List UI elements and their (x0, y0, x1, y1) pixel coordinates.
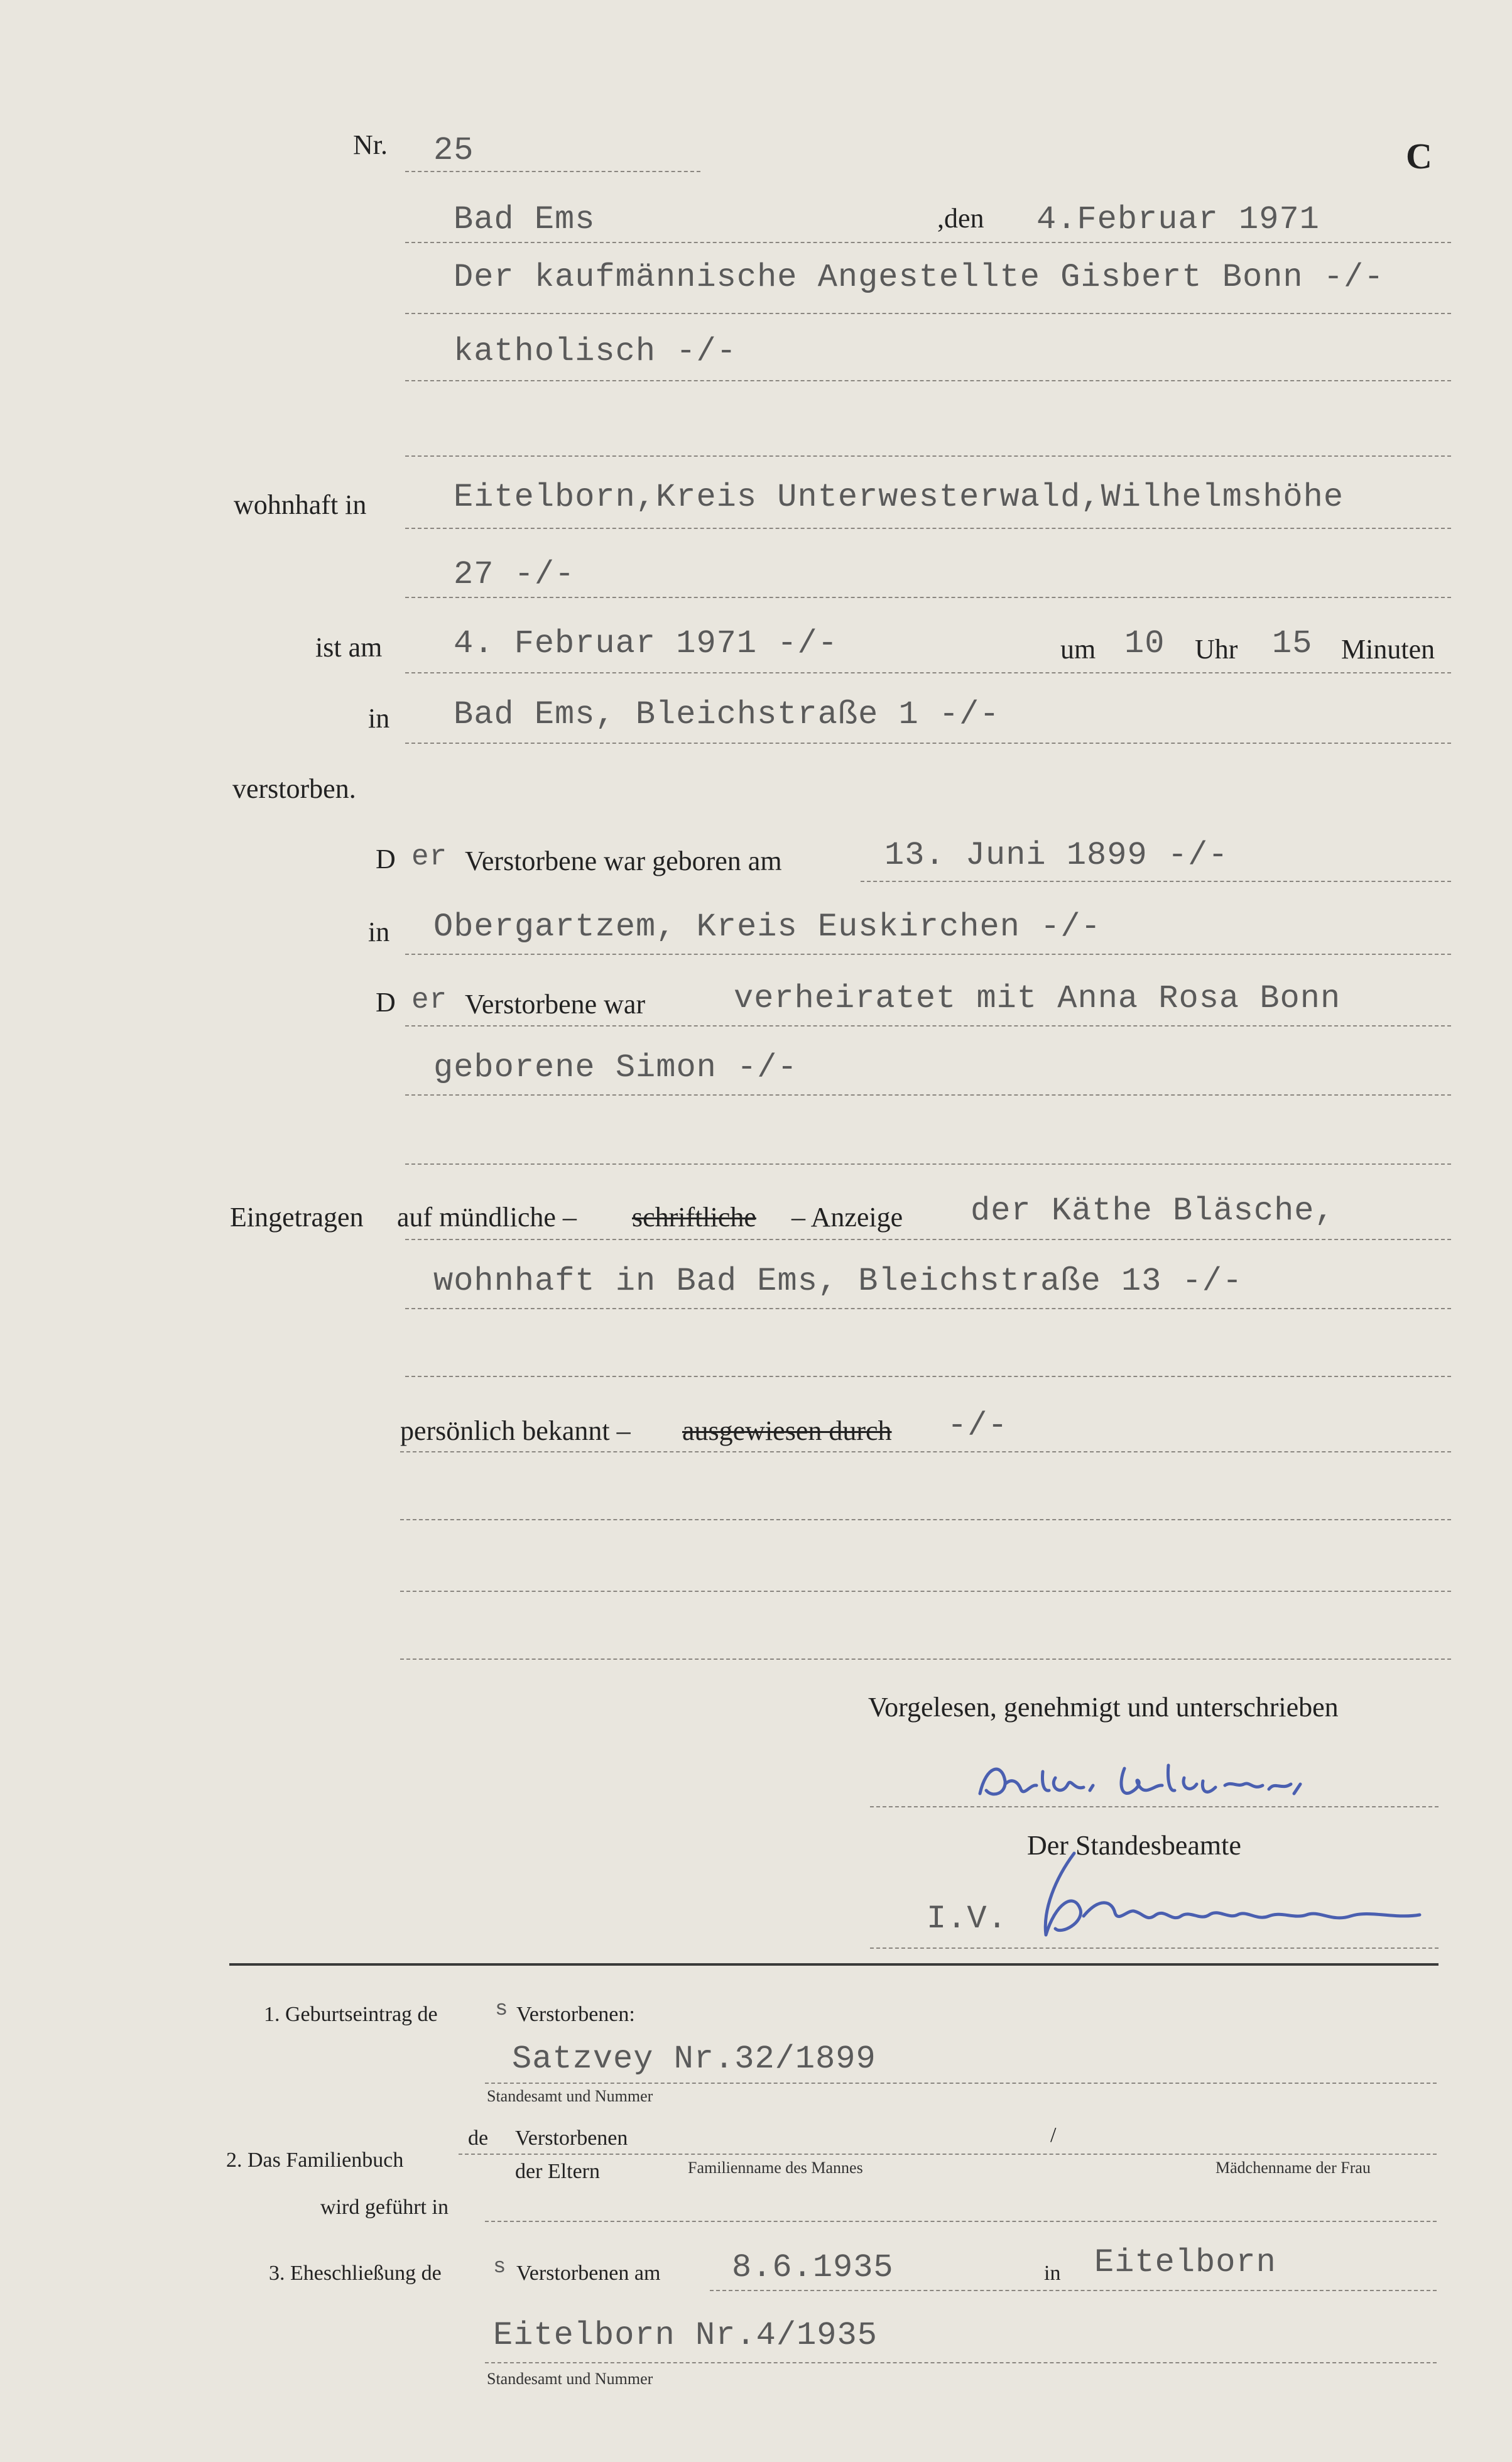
place-value: Bad Ems (454, 201, 596, 238)
item3-underline (710, 2290, 1437, 2291)
informant-signature (967, 1746, 1369, 1816)
residence-line-1: Eitelborn,Kreis Unterwesterwald,Wilhelmshöhe (454, 479, 1344, 516)
item1-underline (485, 2083, 1437, 2084)
minutes-value: 15 (1272, 625, 1313, 662)
anzeige-label: – Anzeige (791, 1202, 903, 1233)
bekannt-label: persönlich bekannt – (400, 1415, 631, 1446)
verstorben-label: verstorben. (232, 773, 356, 804)
married-line-2: geborene Simon -/- (433, 1049, 798, 1086)
footer-divider (229, 1963, 1439, 1966)
blank-line-6 (400, 1659, 1451, 1660)
married-prefix-er: er (411, 984, 448, 1016)
item3-date: 8.6.1935 (732, 2249, 894, 2286)
item2-maedchen: Mädchenname der Frau (1216, 2159, 1371, 2177)
death-date: 4. Februar 1971 -/- (454, 625, 838, 662)
born-label: Verstorbene war geboren am (465, 846, 782, 876)
date-value: 4.Februar 1971 (1036, 201, 1320, 238)
registrar-signature-line (870, 1947, 1439, 1949)
hour-value: 10 (1124, 625, 1165, 662)
date-line (405, 242, 1451, 243)
item1-s: s (495, 1998, 509, 2022)
nr-value: 25 (433, 132, 474, 169)
birth-in-label: in (368, 917, 390, 947)
married-prefix-d: D (376, 987, 396, 1018)
person-underline (405, 313, 1451, 314)
item3-label: 3. Eheschließung de (269, 2262, 442, 2285)
um-label: um (1060, 634, 1096, 665)
blank-line-4 (400, 1519, 1451, 1520)
informant-signature-line (870, 1806, 1439, 1807)
death-place: Bad Ems, Bleichstraße 1 -/- (454, 696, 1000, 733)
item2-eltern: der Eltern (515, 2160, 600, 2183)
item3-s: s (493, 2255, 507, 2279)
born-prefix-d: D (376, 844, 396, 874)
register-letter: C (1406, 136, 1432, 177)
item2-familienname: Familienname des Mannes (688, 2159, 863, 2177)
religion-underline (405, 380, 1451, 381)
married-line-1: verheiratet mit Anna Rosa Bonn (734, 980, 1341, 1017)
standesamt-label-2: Standesamt und Nummer (487, 2370, 653, 2388)
residence-underline-2 (405, 597, 1451, 598)
informant-underline-2 (405, 1308, 1451, 1309)
informant-line-1: der Käthe Bläsche, (971, 1192, 1335, 1229)
born-prefix-er: er (411, 841, 448, 873)
ausgewiesen-struck: ausgewiesen durch (682, 1415, 892, 1446)
eingetragen-label: Eingetragen (230, 1202, 364, 1233)
item3-value: Eitelborn Nr.4/1935 (493, 2317, 878, 2354)
birth-date: 13. Juni 1899 -/- (884, 837, 1229, 874)
nr-line (405, 171, 700, 172)
person-line: Der kaufmännische Angestellte Gisbert Bonn -/- (454, 259, 1384, 296)
item2-underline (459, 2154, 1437, 2155)
death-time-line (405, 672, 1451, 673)
blank-line-1 (405, 455, 1451, 457)
married-underline-2 (405, 1094, 1451, 1096)
blank-line-3 (405, 1376, 1451, 1377)
informant-underline-1 (405, 1239, 1451, 1240)
married-underline-1 (405, 1025, 1451, 1027)
informant-line-2: wohnhaft in Bad Ems, Bleichstraße 13 -/- (433, 1263, 1243, 1300)
item2-wird-line (485, 2221, 1437, 2222)
standesamt-label-1: Standesamt und Nummer (487, 2087, 653, 2105)
residence-line-2: 27 -/- (454, 556, 575, 593)
death-place-line (405, 743, 1451, 744)
schriftliche-struck: schriftliche (632, 1202, 756, 1233)
item2-wird: wird geführt in (320, 2196, 449, 2219)
bekannt-underline (400, 1451, 1451, 1452)
item3-in: in (1044, 2262, 1061, 2285)
residence-underline-1 (405, 528, 1451, 529)
iv-label: I.V. (927, 1900, 1008, 1937)
item2-verstorbenen: Verstorbenen (515, 2127, 628, 2150)
religion-line: katholisch -/- (454, 333, 737, 370)
uhr-label: Uhr (1195, 634, 1238, 665)
item1-after: Verstorbenen: (516, 2003, 635, 2026)
minuten-label: Minuten (1341, 634, 1435, 665)
standesbeamte-label: Der Standesbeamte (1027, 1830, 1241, 1861)
item3-place: Eitelborn (1094, 2244, 1276, 2281)
item1-label: 1. Geburtseintrag de (264, 2003, 438, 2026)
item2-label: 2. Das Familienbuch (226, 2149, 404, 2172)
vorgelesen-text: Vorgelesen, genehmigt und unterschrieben (868, 1692, 1339, 1723)
birth-place: Obergartzem, Kreis Euskirchen -/- (433, 908, 1101, 945)
item1-value: Satzvey Nr.32/1899 (512, 2040, 876, 2078)
nr-label: Nr. (353, 129, 388, 160)
bekannt-value: -/- (947, 1407, 1008, 1444)
blank-line-5 (400, 1591, 1451, 1592)
item2-de: de (468, 2127, 489, 2150)
blank-line-2 (405, 1163, 1451, 1165)
item3-value-underline (485, 2362, 1437, 2363)
married-label: Verstorbene war (465, 989, 646, 1020)
birth-place-line (405, 954, 1451, 955)
den-label: ,den (937, 203, 984, 234)
item2-slash: / (1050, 2123, 1057, 2147)
registrar-signature (1018, 1841, 1445, 1954)
birth-date-line (861, 881, 1451, 882)
item3-after: Verstorbenen am (516, 2262, 661, 2285)
wohnhaft-label: wohnhaft in (234, 489, 367, 520)
ist-am-label: ist am (315, 632, 383, 663)
auf-muendliche: auf mündliche – (397, 1202, 577, 1233)
death-in-label: in (368, 703, 390, 734)
